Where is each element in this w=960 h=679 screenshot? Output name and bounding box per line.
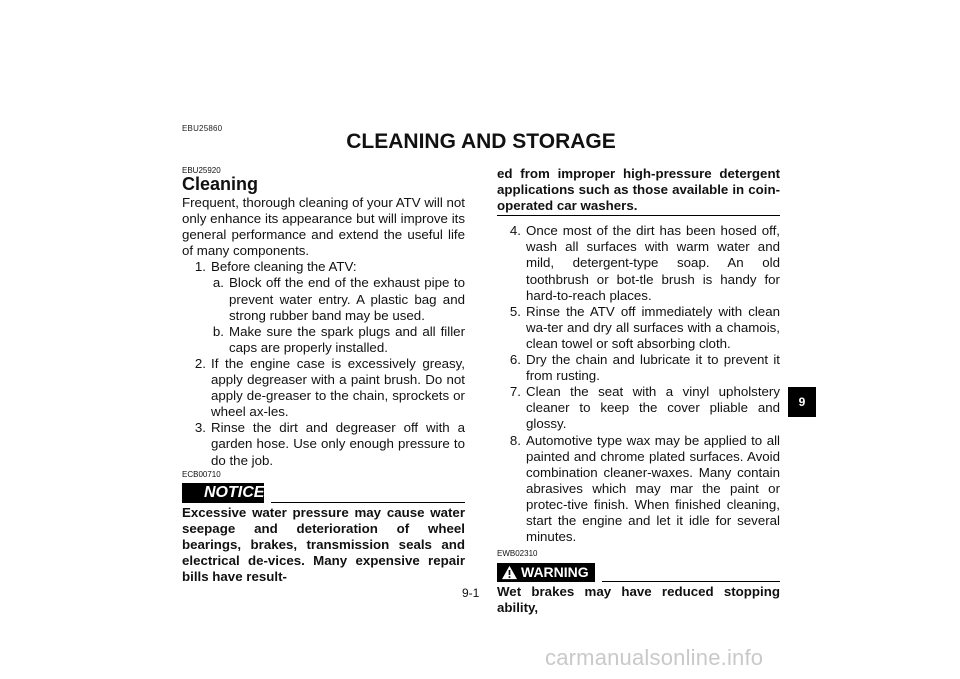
left-column: [182, 166, 465, 585]
step-text: Before cleaning the ATV:: [211, 259, 357, 275]
step-number: a.: [212, 275, 224, 291]
warning-rule: [602, 570, 780, 582]
step-number: 8.: [509, 432, 521, 448]
notice-end-rule: [497, 215, 780, 216]
step-number: b.: [212, 323, 224, 339]
step-1: [182, 259, 465, 275]
watermark: carmanualsonline.info: [545, 645, 764, 670]
page-number: 9-1: [462, 586, 480, 600]
notice-banner: [182, 481, 465, 503]
chapter-tab: 9: [788, 387, 816, 417]
warning-code: EWB02310: [497, 549, 538, 559]
step-7: [497, 384, 780, 432]
step-number: 7.: [509, 384, 521, 400]
step-4: [497, 223, 780, 303]
notice-code: ECB00710: [182, 469, 221, 479]
warning-text: Wet brakes may have reduced stopping ability,: [497, 584, 780, 616]
warning-label: WARNING: [521, 564, 589, 581]
notice-label: NOTICE: [182, 483, 264, 503]
warning-triangle-icon: [501, 565, 518, 580]
step-6: [497, 352, 780, 384]
intro-paragraph: Frequent, thorough cleaning of your ATV will not only enhance its appearance but will improve its general performance and extend the useful life of many components.: [182, 195, 465, 259]
step-number: 6.: [509, 352, 521, 368]
right-column: [497, 166, 780, 616]
step-5: [497, 304, 780, 352]
warning-label-box: [497, 563, 595, 582]
page-title: CLEANING AND STORAGE: [346, 130, 616, 153]
step-text: Dry the chain and lubricate it to prevent it from rusting.: [526, 352, 780, 384]
step-number: 5.: [509, 303, 521, 319]
notice-text: Excessive water pressure may cause water seepage and deterioration of wheel bearings, brakes, transmission seals and electrical de-vices. Many expensive repair bills have result-: [182, 504, 465, 584]
step-1a: [182, 275, 465, 323]
notice-rule: [271, 491, 465, 503]
section-heading: Cleaning: [182, 174, 259, 194]
step-text: Rinse the ATV off immediately with clean wa-ter and dry all surfaces with a chamois, clean towel or soft absorbing cloth.: [526, 303, 780, 351]
step-2: [182, 356, 465, 420]
step-number: 1.: [194, 259, 206, 275]
step-3: [182, 420, 465, 468]
step-number: 4.: [509, 223, 521, 239]
step-text: Make sure the spark plugs and all filler caps are properly installed.: [229, 323, 465, 355]
step-text: Block off the end of the exhaust pipe to prevent water entry. A plastic bag and strong rubber band may be used.: [229, 275, 465, 323]
step-1b: [182, 324, 465, 356]
step-text: Automotive type wax may be applied to all painted and chrome plated surfaces. Avoid combination cleaner-waxes. Many contain abrasives which may mar the paint or protec-tive finish. When finished cleaning, start the engine and let it idle for several minutes.: [526, 432, 780, 545]
step-number: 3.: [194, 420, 206, 436]
step-number: 2.: [194, 355, 206, 371]
doc-code: EBU25860: [182, 124, 223, 133]
notice-text-continued: ed from improper high-pressure detergent applications such as those available in coin-operated car washers.: [497, 166, 780, 214]
step-text: Clean the seat with a vinyl upholstery cleaner to keep the cover pliable and glossy.: [526, 384, 780, 432]
warning-banner: [497, 560, 780, 582]
section-code: EBU25920: [182, 166, 221, 175]
step-text: If the engine case is excessively greasy, apply degreaser with a paint brush. Do not apply de-greaser to the chain, sprockets or wheel ax-les.: [211, 355, 465, 420]
step-text: Rinse the dirt and degreaser off with a garden hose. Use only enough pressure to do the job.: [211, 420, 465, 468]
step-text: Once most of the dirt has been hosed off, wash all surfaces with warm water and mild, detergent-type soap. An old toothbrush or bot-tle brush is handy for hard-to-reach places.: [526, 223, 780, 303]
step-8: [497, 433, 780, 546]
